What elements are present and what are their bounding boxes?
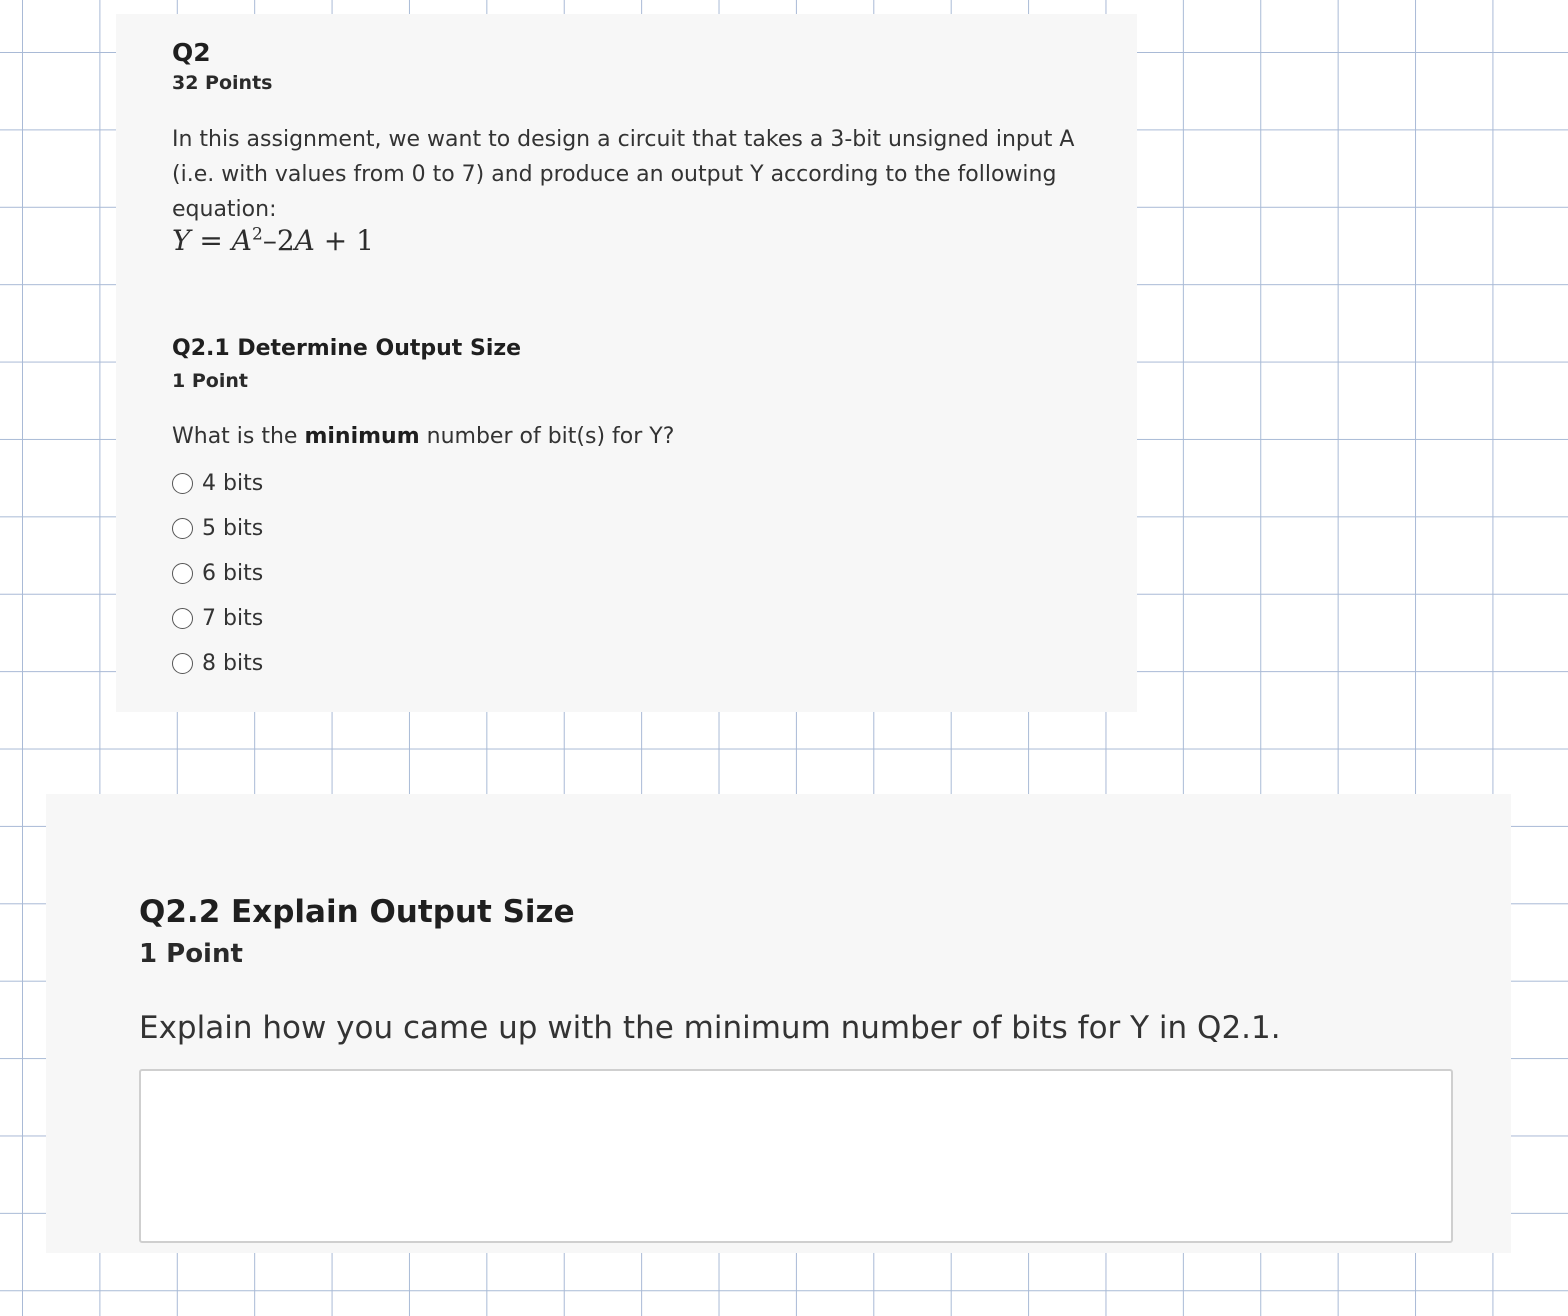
radio-option-4-bits[interactable] — [172, 471, 263, 496]
equation-base: A — [231, 224, 252, 257]
radio-option-label[interactable]: 7 bits — [202, 606, 264, 631]
equation-tail: + 1 — [314, 224, 374, 257]
prompt-text-before: What is the — [172, 424, 305, 449]
question-title: Q2 — [172, 38, 211, 67]
equation-exponent: 2 — [251, 224, 263, 245]
radio-button-icon[interactable] — [172, 653, 193, 674]
radio-option-7-bits[interactable] — [172, 606, 263, 631]
answer-textarea[interactable] — [139, 1069, 1453, 1243]
question-description: In this assignment, we want to design a circuit that takes a 3-bit unsigned input A (i.e. with values from 0 to 7) and produce an output Y according to the following equation: — [172, 127, 1075, 222]
prompt-text-bold: minimum — [304, 424, 420, 449]
radio-option-6-bits[interactable] — [172, 561, 263, 586]
radio-button-icon[interactable] — [172, 518, 193, 539]
radio-option-label[interactable]: 8 bits — [202, 651, 264, 676]
equation-variable: A — [294, 224, 315, 257]
radio-option-label[interactable]: 6 bits — [202, 561, 264, 586]
equation-coefficient: –2 — [262, 224, 295, 257]
equation-equals: = — [190, 224, 232, 257]
question-card-q2 — [116, 14, 1137, 712]
question-points: 32 Points — [172, 72, 273, 94]
subquestion-points-q2-2: 1 Point — [139, 939, 243, 969]
equation — [172, 224, 374, 257]
radio-option-8-bits[interactable] — [172, 651, 263, 676]
radio-option-label[interactable]: 4 bits — [202, 471, 264, 496]
radio-button-icon[interactable] — [172, 608, 193, 629]
question-prompt-q2-1 — [172, 424, 674, 449]
equation-lhs: Y — [172, 224, 191, 257]
question-card-q2-2 — [46, 794, 1511, 1253]
radio-option-5-bits[interactable] — [172, 516, 263, 541]
subquestion-title-q2-1: Q2.1 Determine Output Size — [172, 336, 522, 361]
radio-button-icon[interactable] — [172, 473, 193, 494]
subquestion-title-q2-2: Q2.2 Explain Output Size — [139, 894, 575, 930]
radio-button-icon[interactable] — [172, 563, 193, 584]
prompt-text-after: number of bit(s) for Y? — [419, 424, 675, 449]
subquestion-points-q2-1: 1 Point — [172, 370, 248, 392]
radio-option-label[interactable]: 5 bits — [202, 516, 264, 541]
question-prompt-q2-2: Explain how you came up with the minimum number of bits for Y in Q2.1. — [139, 1010, 1281, 1046]
